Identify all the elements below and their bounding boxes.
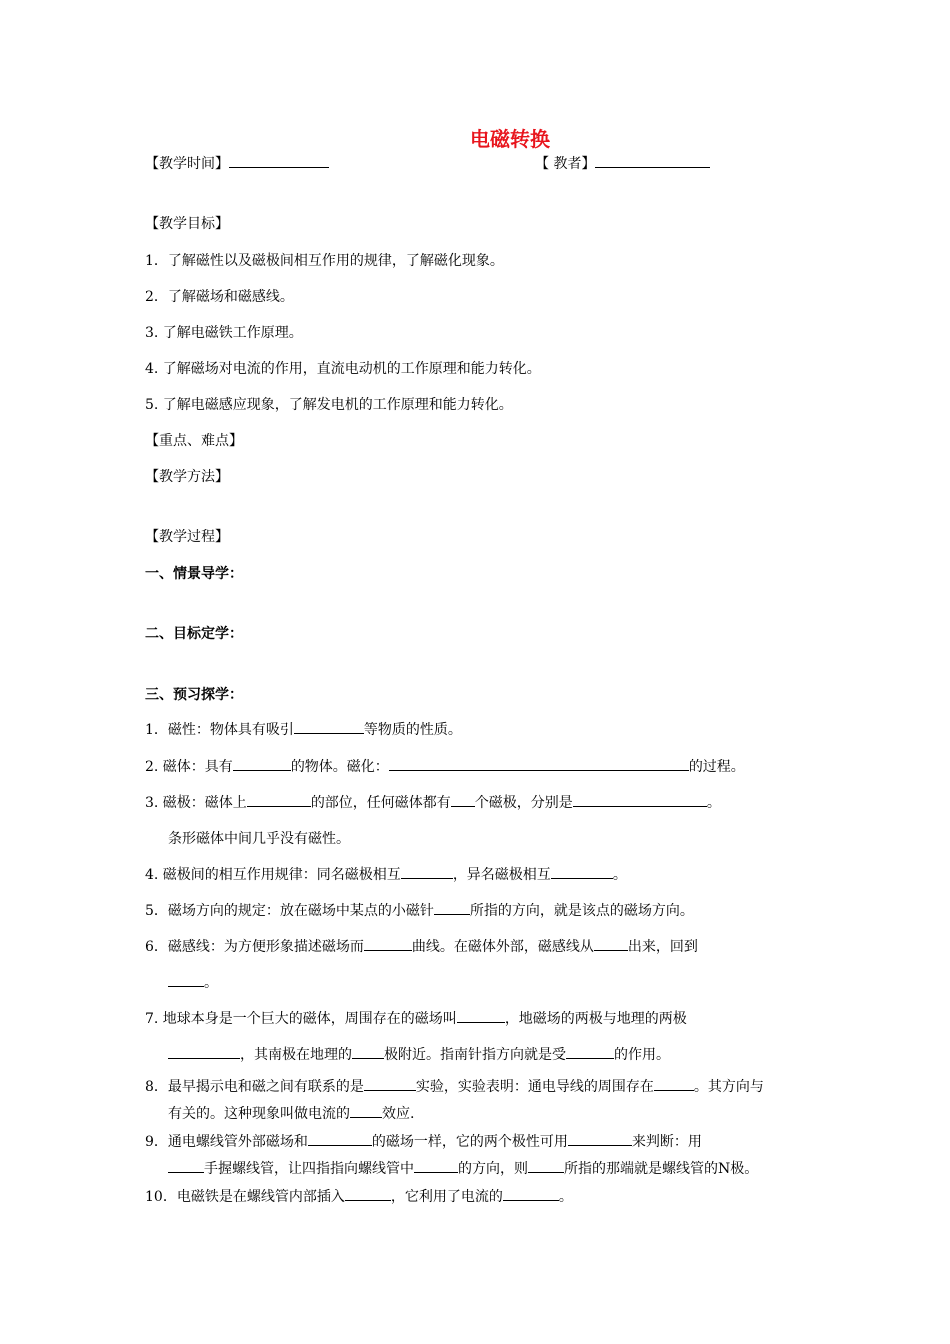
- q9-text-c: 来判断：用: [631, 1134, 702, 1150]
- teaching-time-field: [145, 153, 329, 173]
- q7-text-e: 的作用。: [614, 1047, 670, 1063]
- q9-blank-3[interactable]: [168, 1158, 204, 1173]
- key-points-heading: 【重点、难点】: [145, 433, 243, 449]
- q3-text-a: 3. 磁极：磁体上: [145, 795, 247, 811]
- q3-text-c: 个磁极，分别是: [474, 795, 573, 811]
- method-heading: 【教学方法】: [145, 469, 229, 485]
- question-9-cont: [168, 1158, 758, 1178]
- q4-blank-2[interactable]: [551, 864, 613, 879]
- q10-text-b: ，它利用了电流的: [390, 1189, 503, 1205]
- q9-blank-4[interactable]: [414, 1158, 458, 1173]
- question-3: [145, 792, 721, 812]
- teacher-label: 【 教者】: [535, 156, 596, 172]
- q2-text-c: 的过程。: [688, 759, 745, 775]
- q8-blank-2[interactable]: [654, 1076, 694, 1091]
- goal-item: 5. 了解电磁感应现象，了解发电机的工作原理和能力转化。: [145, 397, 513, 413]
- q10-text-c: 。: [558, 1189, 573, 1205]
- q6-text-c: 出来，回到: [627, 939, 698, 955]
- q7-blank-4[interactable]: [566, 1044, 614, 1059]
- q9-text-a: 9．通电螺线管外部磁场和: [145, 1134, 308, 1150]
- q7-blank-3[interactable]: [352, 1044, 384, 1059]
- q1-blank-1[interactable]: [294, 719, 364, 734]
- question-3-note: 条形磁体中间几乎没有磁性。: [168, 831, 350, 847]
- part1-heading: 一、情景导学：: [145, 566, 243, 582]
- q6-blank-3[interactable]: [168, 972, 204, 987]
- part2-heading: 二、目标定学：: [145, 626, 243, 642]
- q1-text-a: 1．磁性：物体具有吸引: [145, 722, 294, 738]
- q4-text-c: 。: [612, 867, 627, 883]
- teaching-time-label: 【教学时间】: [145, 156, 229, 172]
- q4-blank-1[interactable]: [401, 864, 453, 879]
- q7-blank-2[interactable]: [168, 1044, 240, 1059]
- teacher-field: [535, 153, 710, 173]
- page-title: 电磁转换: [470, 127, 550, 151]
- q9-blank-1[interactable]: [308, 1131, 372, 1146]
- question-7-cont: [168, 1044, 670, 1064]
- teaching-time-blank[interactable]: [229, 153, 329, 168]
- q6-blank-1[interactable]: [364, 936, 412, 951]
- question-10: [145, 1186, 573, 1206]
- goal-item: 4. 了解磁场对电流的作用，直流电动机的工作原理和能力转化。: [145, 361, 541, 377]
- goal-item: 2．了解磁场和磁感线。: [145, 289, 294, 305]
- q5-text-b: 所指的方向，就是该点的磁场方向。: [469, 903, 694, 919]
- q7-text-c: ，其南极在地理的: [240, 1047, 352, 1063]
- q7-text-a: 7. 地球本身是一个巨大的磁体，周围存在的磁场叫: [145, 1011, 457, 1027]
- q4-text-a: 4. 磁极间的相互作用规律：同名磁极相互: [145, 867, 401, 883]
- question-9: [145, 1131, 702, 1151]
- q1-text-b: 等物质的性质。: [363, 722, 462, 738]
- q3-blank-1[interactable]: [247, 792, 311, 807]
- question-2: [145, 756, 745, 776]
- q7-text-d: 极附近。指南针指方向就是受: [384, 1047, 566, 1063]
- part3-heading: 三、预习探学：: [145, 687, 243, 703]
- q2-text-a: 2. 磁体：具有: [145, 759, 233, 775]
- q9-blank-5[interactable]: [528, 1158, 564, 1173]
- question-8-cont: [168, 1103, 414, 1123]
- q3-text-d: 。: [706, 795, 721, 811]
- question-6-cont: [168, 972, 218, 992]
- q10-text-a: 10．电磁铁是在螺线管内部插入: [145, 1189, 345, 1205]
- q2-blank-2[interactable]: [389, 756, 689, 771]
- q2-text-b: 的物体。磁化：: [290, 759, 389, 775]
- q9-text-d: 手握螺线管，让四指指向螺线管中: [204, 1161, 414, 1177]
- q8-text-b: 实验，实验表明：通电导线的周围存在: [415, 1079, 654, 1095]
- q3-blank-2[interactable]: [451, 792, 475, 807]
- q8-text-a: 8．最早揭示电和磁之间有联系的是: [145, 1079, 364, 1095]
- goal-item: 1．了解磁性以及磁极间相互作用的规律，了解磁化现象。: [145, 253, 504, 269]
- q8-text-e: 效应.: [382, 1106, 415, 1122]
- q4-text-b: ，异名磁极相互: [452, 867, 551, 883]
- question-7: [145, 1008, 687, 1028]
- process-heading: 【教学过程】: [145, 529, 229, 545]
- q3-blank-3[interactable]: [573, 792, 707, 807]
- q5-text-a: 5．磁场方向的规定：放在磁场中某点的小磁针: [145, 903, 434, 919]
- q10-blank-1[interactable]: [345, 1186, 391, 1201]
- q6-blank-2[interactable]: [594, 936, 628, 951]
- q8-blank-3[interactable]: [350, 1103, 382, 1118]
- q9-text-b: 的磁场一样，它的两个极性可用: [371, 1134, 568, 1150]
- teacher-blank[interactable]: [595, 153, 710, 168]
- q6-text-b: 曲线。在磁体外部，磁感线从: [411, 939, 594, 955]
- q9-text-f: 所指的那端就是螺线管的N极。: [564, 1161, 759, 1177]
- q7-blank-1[interactable]: [457, 1008, 505, 1023]
- q2-blank-1[interactable]: [233, 756, 291, 771]
- question-6: [145, 936, 698, 956]
- q6-text-d: 。: [204, 975, 218, 991]
- q9-text-e: 的方向，则: [458, 1161, 528, 1177]
- goals-heading: 【教学目标】: [145, 216, 229, 232]
- goal-item: 3. 了解电磁铁工作原理。: [145, 325, 303, 341]
- q8-text-d: 有关的。这种现象叫做电流的: [168, 1106, 350, 1122]
- q3-text-b: 的部位，任何磁体都有: [310, 795, 451, 811]
- q8-text-c: 。其方向与: [693, 1079, 764, 1095]
- q8-blank-1[interactable]: [364, 1076, 416, 1091]
- q10-blank-2[interactable]: [503, 1186, 559, 1201]
- question-4: [145, 864, 627, 884]
- q7-text-b: ，地磁场的两极与地理的两极: [504, 1011, 687, 1027]
- question-8: [145, 1076, 764, 1096]
- question-1: [145, 719, 462, 739]
- q6-text-a: 6．磁感线：为方便形象描述磁场而: [145, 939, 364, 955]
- q5-blank-1[interactable]: [434, 900, 470, 915]
- question-5: [145, 900, 694, 920]
- q9-blank-2[interactable]: [568, 1131, 632, 1146]
